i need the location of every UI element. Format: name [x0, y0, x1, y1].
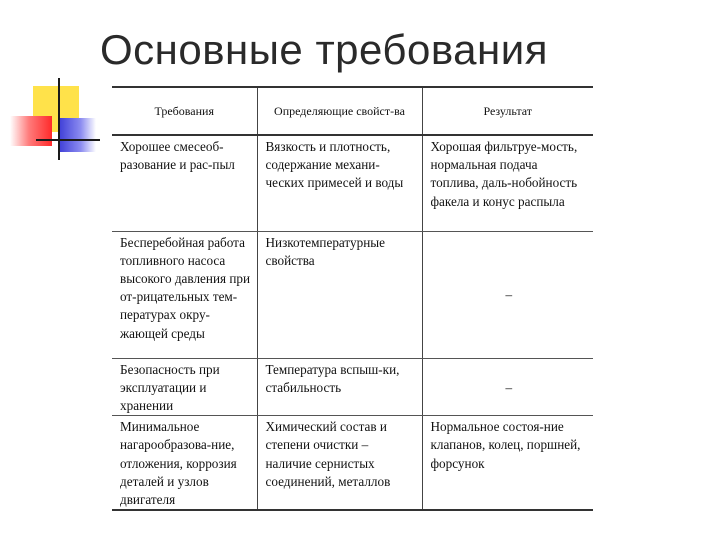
header-defining-properties: Определяющие свойст-ва	[257, 87, 422, 135]
header-requirements: Требования	[112, 87, 257, 135]
blue-gradient-decoration	[58, 118, 96, 152]
horizontal-line-decoration	[36, 139, 100, 141]
table-cell: Хорошая фильтруе-мость, нормальная подача топлива, даль-нобойность факела и конус распыла	[422, 135, 593, 231]
requirements-table	[112, 86, 593, 511]
table-cell: Низкотемпературные свойства	[257, 231, 422, 358]
table-cell: –	[422, 358, 593, 416]
table-row	[112, 231, 593, 358]
table-header-row	[112, 87, 593, 135]
table-cell: Температура вспыш-ки, стабильность	[257, 358, 422, 416]
slide-title: Основные требования	[100, 26, 548, 73]
requirements-table-container	[112, 86, 593, 507]
table-row	[112, 416, 593, 511]
table-row	[112, 135, 593, 231]
table-row	[112, 358, 593, 416]
red-gradient-decoration	[10, 116, 52, 146]
table-cell: Вязкость и плотность, содержание механи-ческих примесей и воды	[257, 135, 422, 231]
header-result: Результат	[422, 87, 593, 135]
table-cell: Безопасность при эксплуатации и хранении	[112, 358, 257, 416]
table-cell: Хорошее смесеоб-разование и рас-пыл	[112, 135, 257, 231]
table-cell: Химический состав и степени очистки – наличие сернистых соединений, металлов	[257, 416, 422, 511]
vertical-line-decoration	[58, 78, 60, 160]
table-cell: Минимальное нагарообразова-ние, отложения, коррозия деталей и узлов двигателя	[112, 416, 257, 511]
table-cell: –	[422, 231, 593, 358]
table-cell: Бесперебойная работа топливного насоса высокого давления при от-рицательных тем-пературах окру-жающей среды	[112, 231, 257, 358]
table-cell: Нормальное состоя-ние клапанов, колец, поршней, форсунок	[422, 416, 593, 511]
